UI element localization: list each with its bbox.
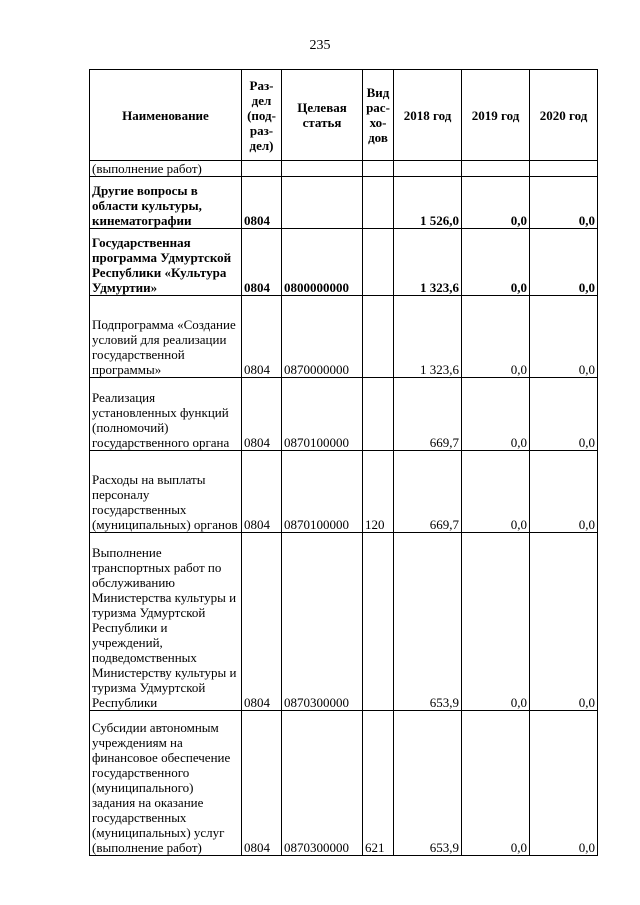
row-2019-cell [462, 161, 530, 177]
row-razdel-cell: 0804 [242, 296, 282, 378]
row-2018-cell [394, 161, 462, 177]
row-vid-cell [363, 296, 394, 378]
row-2018-cell: 1 323,6 [394, 296, 462, 378]
row-2018-cell: 653,9 [394, 533, 462, 711]
row-2018-cell: 669,7 [394, 378, 462, 451]
row-2019-cell: 0,0 [462, 177, 530, 229]
row-2020-cell [530, 161, 598, 177]
row-vid-cell [363, 378, 394, 451]
table-row [90, 296, 598, 378]
row-2020-cell: 0,0 [530, 378, 598, 451]
row-vid-cell: 120 [363, 451, 394, 533]
table-row [90, 711, 598, 856]
row-2020-cell: 0,0 [530, 533, 598, 711]
budget-table [89, 69, 598, 856]
row-name-cell: Подпрограмма «Создание условий для реализации государственной программы» [90, 296, 242, 378]
header-vid: Вид рас- хо- дов [363, 70, 394, 161]
row-vid-cell [363, 177, 394, 229]
row-2019-cell: 0,0 [462, 229, 530, 296]
row-2020-cell: 0,0 [530, 229, 598, 296]
header-2018: 2018 год [394, 70, 462, 161]
row-razdel-cell: 0804 [242, 451, 282, 533]
row-2019-cell: 0,0 [462, 296, 530, 378]
row-name-cell: Реализация установленных функций (полномочий) государственного органа [90, 378, 242, 451]
row-razdel-cell: 0804 [242, 177, 282, 229]
header-name: Наименование [90, 70, 242, 161]
row-statya-cell: 0870000000 [282, 296, 363, 378]
row-2018-cell: 669,7 [394, 451, 462, 533]
row-razdel-cell [242, 161, 282, 177]
row-statya-cell [282, 177, 363, 229]
row-vid-cell: 621 [363, 711, 394, 856]
row-name-cell: Субсидии автономным учреждениям на финансовое обеспечение государственного (муниципального) задания на оказание государственных (муниципальных) услуг (выполнение работ) [90, 711, 242, 856]
row-2019-cell: 0,0 [462, 451, 530, 533]
table-row [90, 177, 598, 229]
row-vid-cell [363, 161, 394, 177]
table-row [90, 378, 598, 451]
row-razdel-cell: 0804 [242, 711, 282, 856]
row-razdel-cell: 0804 [242, 229, 282, 296]
table-header-row [90, 70, 598, 161]
row-statya-cell: 0870100000 [282, 378, 363, 451]
header-2020: 2020 год [530, 70, 598, 161]
row-2019-cell: 0,0 [462, 533, 530, 711]
row-2018-cell: 653,9 [394, 711, 462, 856]
row-2020-cell: 0,0 [530, 296, 598, 378]
row-statya-cell: 0870300000 [282, 533, 363, 711]
row-vid-cell [363, 533, 394, 711]
table-row [90, 451, 598, 533]
header-2019: 2019 год [462, 70, 530, 161]
row-2020-cell: 0,0 [530, 177, 598, 229]
table-row [90, 533, 598, 711]
row-2019-cell: 0,0 [462, 378, 530, 451]
header-statya: Целевая статья [282, 70, 363, 161]
table-row [90, 161, 598, 177]
row-name-cell: Другие вопросы в области культуры, кинематографии [90, 177, 242, 229]
row-name-cell: (выполнение работ) [90, 161, 242, 177]
row-razdel-cell: 0804 [242, 378, 282, 451]
row-2020-cell: 0,0 [530, 451, 598, 533]
row-2018-cell: 1 323,6 [394, 229, 462, 296]
page-number: 235 [309, 38, 331, 53]
row-2018-cell: 1 526,0 [394, 177, 462, 229]
row-statya-cell: 0870300000 [282, 711, 363, 856]
table-row [90, 229, 598, 296]
row-2019-cell: 0,0 [462, 711, 530, 856]
row-razdel-cell: 0804 [242, 533, 282, 711]
row-statya-cell: 0800000000 [282, 229, 363, 296]
row-statya-cell: 0870100000 [282, 451, 363, 533]
row-vid-cell [363, 229, 394, 296]
row-name-cell: Выполнение транспортных работ по обслуживанию Министерства культуры и туризма Удмуртской Республики и учреждений, подведомственных Министерству культуры и туризма Удмуртской Республики [90, 533, 242, 711]
row-name-cell: Государственная программа Удмуртской Республики «Культура Удмуртии» [90, 229, 242, 296]
header-razdel: Раз- дел (под- раз- дел) [242, 70, 282, 161]
row-2020-cell: 0,0 [530, 711, 598, 856]
row-statya-cell [282, 161, 363, 177]
row-name-cell: Расходы на выплаты персоналу государственных (муниципальных) органов [90, 451, 242, 533]
